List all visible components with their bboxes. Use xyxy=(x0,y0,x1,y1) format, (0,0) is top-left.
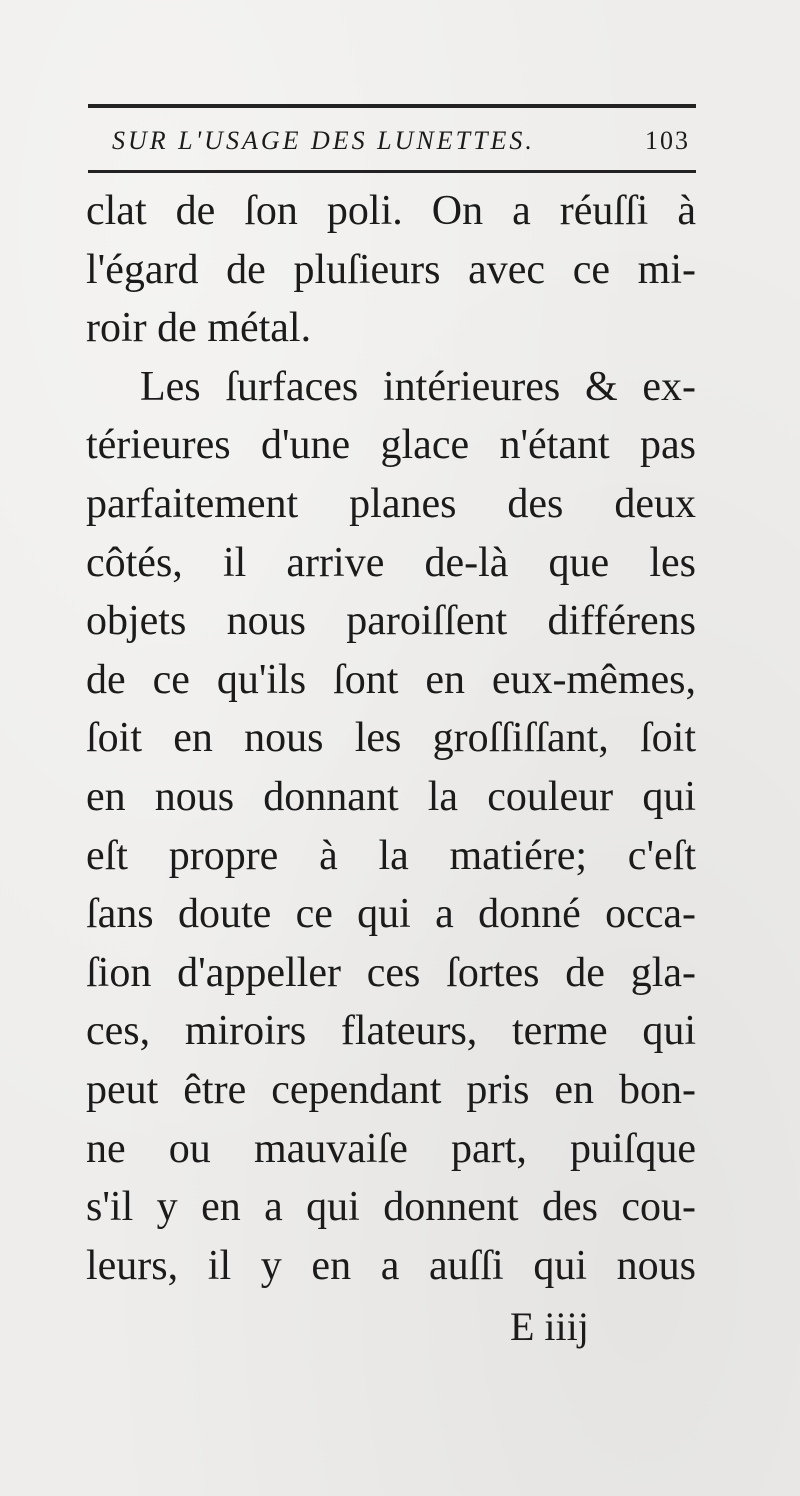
text-line: en nous donnant la couleur qui xyxy=(86,773,696,820)
text-line: clat de ſon poli. On a réuſſi à xyxy=(86,188,696,234)
text-line: ſoit en nous les groſſiſſant, ſoit xyxy=(86,715,696,762)
text-line: côtés, il arrive de-là que les xyxy=(86,539,696,586)
text-line: ſans doute ce qui a donné occa- xyxy=(86,891,696,938)
header-rule-bottom xyxy=(88,170,696,173)
text-line: peut être cependant pris en bon- xyxy=(86,1066,696,1113)
header-rule-top xyxy=(88,104,696,108)
running-head-title: SUR L'USAGE DES LUNETTES. xyxy=(112,126,535,155)
page-number: 103 xyxy=(645,126,690,155)
text-line: ſion d'appeller ces ſortes de gla- xyxy=(86,949,696,996)
signature-mark: E iiij xyxy=(510,1304,589,1349)
running-head xyxy=(112,121,690,161)
text-line: parfaitement planes des deux xyxy=(86,480,696,527)
text-line: roir de métal. xyxy=(86,305,312,352)
text-line: eſt propre à la matiére; c'eſt xyxy=(86,832,696,879)
paragraph-first-line: Les ſurfaces intérieures & ex- xyxy=(140,363,696,410)
text-line: leurs, il y en a auſſi qui nous xyxy=(86,1242,696,1289)
text-line: s'il y en a qui donnent des cou- xyxy=(86,1184,696,1231)
body-text xyxy=(86,182,696,1295)
text-line: ne ou mauvaiſe part, puiſque xyxy=(86,1125,696,1172)
text-line: l'égard de pluſieurs avec ce mi- xyxy=(86,246,696,293)
text-line: ces, miroirs flateurs, terme qui xyxy=(86,1008,696,1055)
text-line: térieures d'une glace n'étant pas xyxy=(86,422,696,469)
text-line: objets nous paroiſſent différens xyxy=(86,598,696,645)
text-line: de ce qu'ils ſont en eux-mêmes, xyxy=(86,656,696,703)
